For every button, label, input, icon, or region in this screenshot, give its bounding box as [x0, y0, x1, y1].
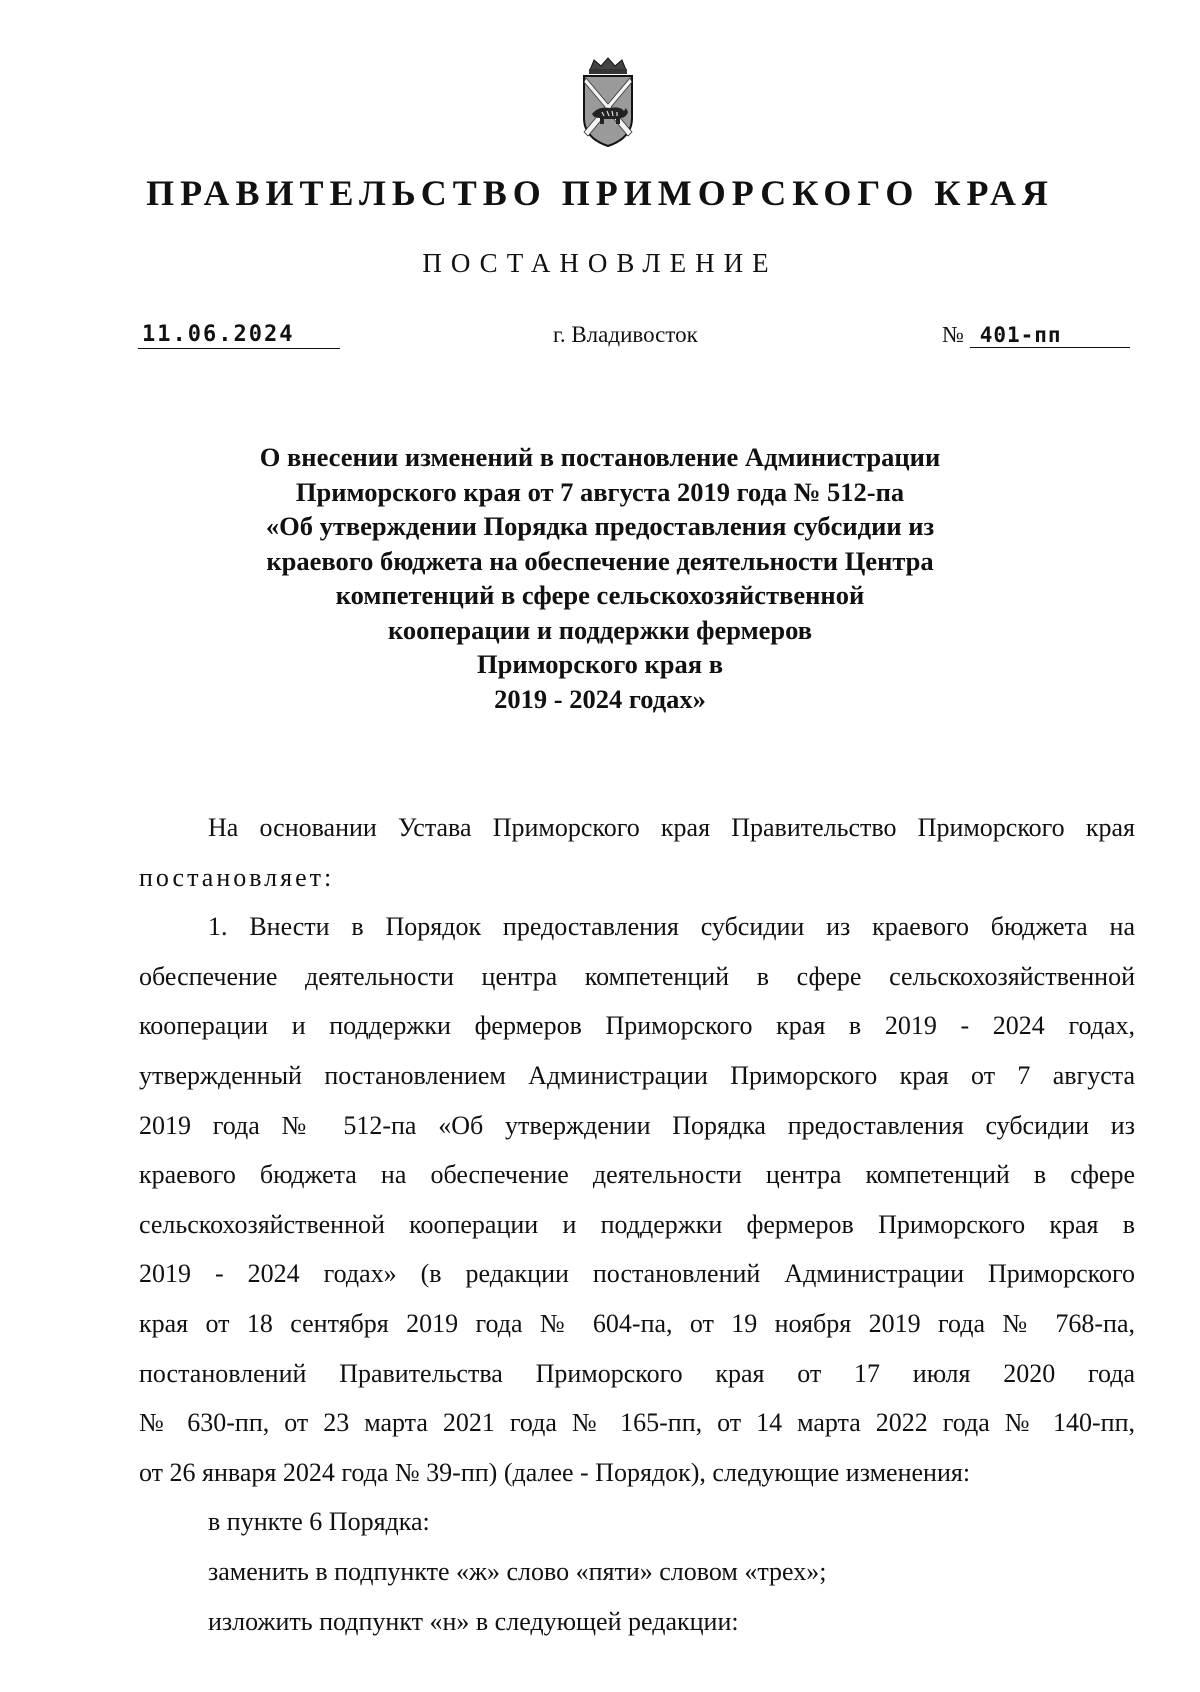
heading-line: краевого бюджета на обеспечение деятельности Центра	[266, 545, 934, 576]
heading-line: компетенций в сфере сельскохозяйственной	[335, 580, 865, 610]
body-line: 2019 - 2024 годах» (в редакции постановлений Администрации Приморского	[139, 1259, 1135, 1289]
heading-line: 2019 - 2024 годах»	[494, 683, 706, 714]
body-line: № 630-пп, от 23 марта 2021 года № 165-пп, от 14 марта 2022 года № 140-пп,	[139, 1408, 1135, 1438]
body-line: обеспечение деятельности центра компетенций в сфере сельскохозяйственной	[139, 961, 1135, 991]
body-line: 2019 года № 512-па «Об утверждении Порядка предоставления субсидии из	[139, 1110, 1135, 1140]
document-type: ПОСТАНОВЛЕНИЕ	[422, 248, 778, 278]
body-line: постановлений Правительства Приморского края от 17 июля 2020 года	[139, 1358, 1135, 1388]
document-date: 11.06.2024	[138, 322, 340, 349]
body-line: На основании Устава Приморского края Правительство Приморского края	[208, 813, 1135, 842]
body-line: сельскохозяйственной кооперации и поддержки фермеров Приморского края в	[139, 1209, 1135, 1239]
heading-line: «Об утверждении Порядка предоставления субсидии из	[265, 511, 935, 541]
document-heading	[150, 440, 1050, 716]
document-number: 401-пп	[970, 323, 1130, 348]
body-line: от 26 января 2024 года № 39-пп) (далее - Порядок), следующие изменения:	[139, 1457, 971, 1487]
body-line: края от 18 сентября 2019 года № 604-па, от 19 ноября 2019 года № 768-па,	[139, 1308, 1135, 1338]
body-line: изложить подпункт «н» в следующей редакции:	[208, 1606, 739, 1636]
heading-line: Приморского края в	[476, 649, 724, 679]
body-line: кооперации и поддержки фермеров Приморского края в 2019 - 2024 годах,	[139, 1011, 1135, 1041]
document-body	[139, 803, 1135, 1646]
document-number-block	[942, 322, 1130, 348]
heading-line: О внесении изменений в постановление Администрации	[259, 442, 941, 472]
body-line: утвержденный постановлением Администрации Приморского края от 7 августа	[139, 1060, 1135, 1090]
government-title: ПРАВИТЕЛЬСТВО ПРИМОРСКОГО КРАЯ	[146, 173, 1054, 213]
heading-line: Приморского края от 7 августа 2019 года № 512-па	[295, 476, 905, 507]
coat-of-arms-emblem	[576, 56, 640, 148]
body-line: постановляет:	[139, 862, 335, 892]
heading-line: кооперации и поддержки фермеров	[387, 614, 813, 645]
number-sign: №	[942, 322, 964, 347]
body-line: 1. Внести в Порядок предоставления субсидии из краевого бюджета на	[208, 912, 1135, 942]
body-line: краевого бюджета на обеспечение деятельности центра компетенций в сфере	[139, 1160, 1135, 1190]
document-city: г. Владивосток	[553, 322, 698, 347]
body-line: в пункте 6 Порядка:	[208, 1507, 430, 1537]
body-line: заменить в подпункте «ж» слово «пяти» словом «трех»;	[208, 1556, 827, 1586]
